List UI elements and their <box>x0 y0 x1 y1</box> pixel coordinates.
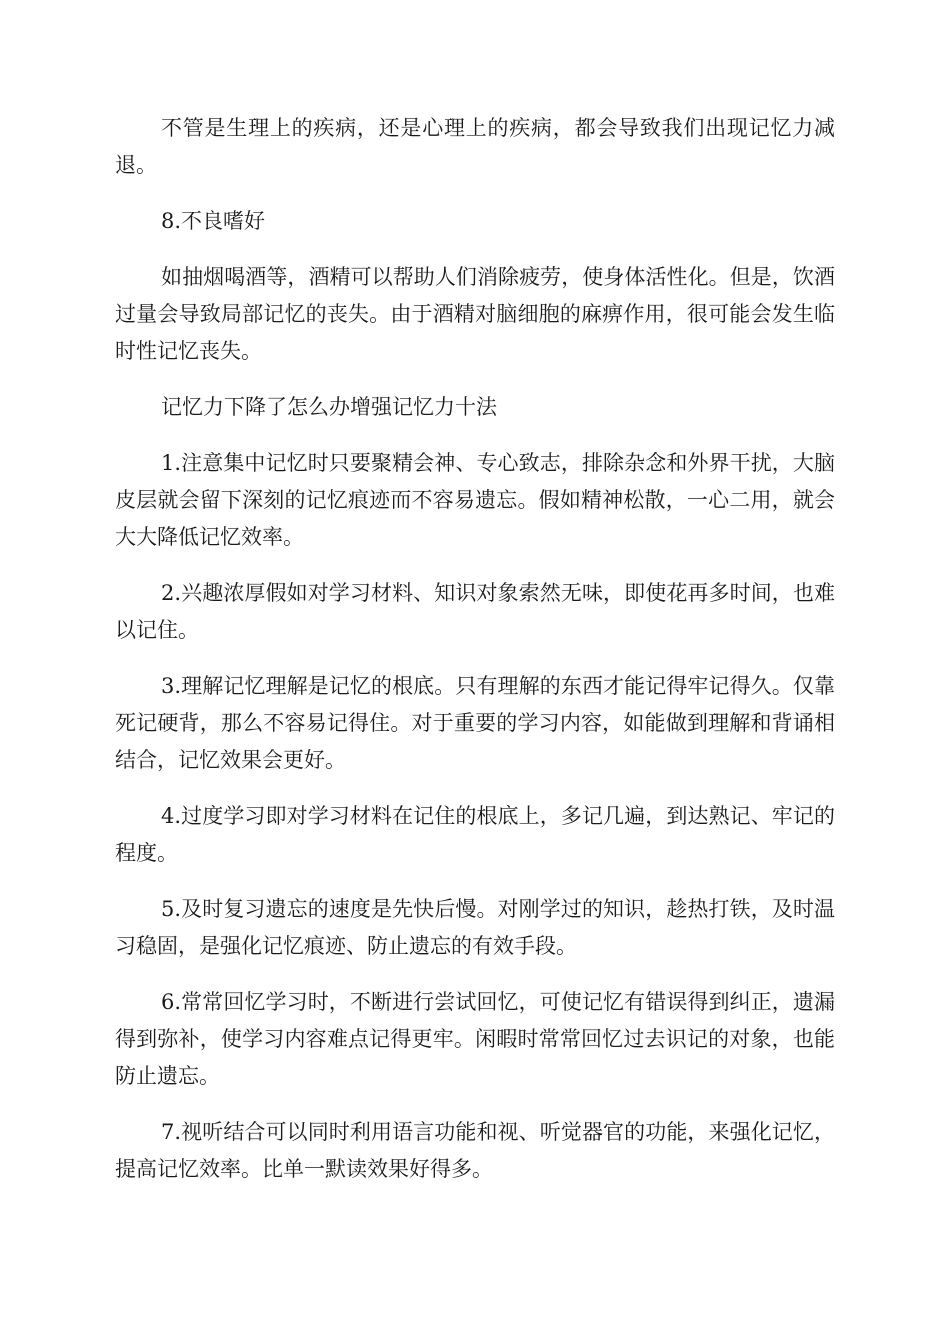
paragraph-method-4: 4.过度学习即对学习材料在记住的根底上，多记几遍，到达熟记、牢记的程度。 <box>115 804 835 865</box>
paragraph-method-1: 1.注意集中记忆时只要聚精会神、专心致志，排除杂念和外界干扰，大脑皮层就会留下深刻的记忆痕迹而不容易遗忘。假如精神松散，一心二用，就会大大降低记忆效率。 <box>115 451 835 549</box>
paragraph-illness-conclusion: 不管是生理上的疾病，还是心理上的疾病，都会导致我们出现记忆力减退。 <box>115 116 835 177</box>
paragraph-method-5: 5.及时复习遗忘的速度是先快后慢。对刚学过的知识，趁热打铁，及时温习稳固，是强化记忆痕迹、防止遗忘的有效手段。 <box>115 897 835 958</box>
paragraph-method-2: 2.兴趣浓厚假如对学习材料、知识对象索然无味，即使花再多时间，也难以记住。 <box>115 581 835 642</box>
paragraph-method-3: 3.理解记忆理解是记忆的根底。只有理解的东西才能记得牢记得久。仅靠死记硬背，那么不容易记得住。对于重要的学习内容，如能做到理解和背诵相结合，记忆效果会更好。 <box>115 674 835 772</box>
heading-bad-habits: 8.不良嗜好 <box>161 209 266 233</box>
document-body <box>115 110 835 1207</box>
paragraph-method-6: 6.常常回忆学习时，不断进行尝试回忆，可使记忆有错误得到纠正，遗漏得到弥补，使学习内容难点记得更牢。闲暇时常常回忆过去识记的对象，也能防止遗忘。 <box>115 990 835 1088</box>
paragraph-method-7: 7.视听结合可以同时利用语言功能和视、听觉器官的功能，来强化记忆，提高记忆效率。比单一默读效果好得多。 <box>115 1120 835 1181</box>
paragraph-alcohol: 如抽烟喝酒等，酒精可以帮助人们消除疲劳，使身体活性化。但是，饮酒过量会导致局部记忆的丧失。由于酒精对脑细胞的麻痹作用，很可能会发生临时性记忆丧失。 <box>115 265 835 363</box>
heading-ten-methods: 记忆力下降了怎么办增强记忆力十法 <box>161 395 497 419</box>
